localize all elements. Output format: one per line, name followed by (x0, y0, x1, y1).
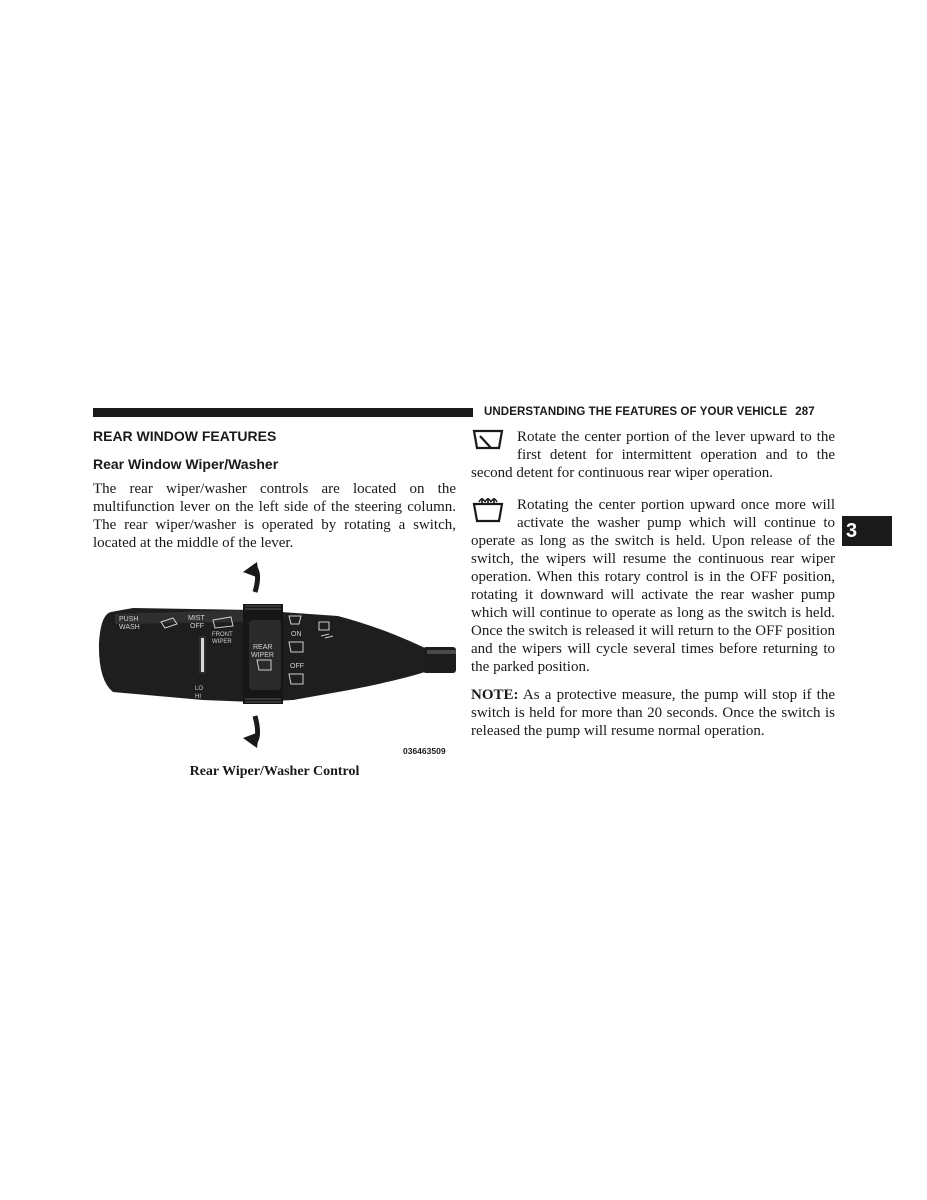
front-wiper-line2: WIPER (212, 639, 232, 645)
front-wiper-line1: FRONT (212, 632, 233, 638)
running-header (484, 406, 835, 418)
lever-drawing (93, 562, 456, 762)
lo-label: LO (195, 686, 204, 692)
left-column (93, 428, 456, 552)
note-paragraph (471, 686, 835, 740)
rear-wiper-line2: WIPER (251, 652, 274, 659)
note-label: NOTE: (471, 687, 519, 703)
push-wash-label-line1: PUSH (119, 616, 139, 623)
push-wash-label-line2: WASH (119, 624, 140, 631)
rear-washer-icon (471, 496, 517, 530)
subsection-title: Rear Window Wiper/Washer (93, 456, 279, 472)
figure-caption: Rear Wiper/Washer Control (189, 764, 360, 779)
rear-wiper-icon (471, 428, 517, 462)
chapter-tab: 3 (842, 516, 892, 546)
washer-text: Rotating the center portion upward once more will activate the washer pump which will continue to operate as long as the switch is held. Upon release of the switch, the wipers will resume the continuous rear wiper operation. When this rotary control is in the OFF position, rotating it downward will activate the rear washer pump which will continue to operate as long as the switch is held. Once the switch is released it will return to the OFF position and the wipers will cycle several times before returning to the parked position. (471, 497, 835, 675)
off-right-label: OFF (290, 663, 304, 670)
intro-paragraph: The rear wiper/washer controls are located on the multifunction lever on the left side of the steering column. The rear wiper/washer is operated by rotating a switch, located at the middle of the lever. (93, 481, 456, 551)
page-number: 287 (795, 406, 815, 418)
on-label: ON (291, 631, 302, 638)
section-title: REAR WINDOW FEATURES (93, 428, 277, 444)
off-left-label: OFF (190, 623, 204, 630)
header-rule (93, 408, 473, 417)
intermittent-paragraph (471, 428, 835, 482)
wiper-lever-illustration (93, 562, 456, 762)
right-column (471, 428, 835, 740)
figure-code: 036463509 (403, 746, 446, 756)
rear-wiper-line1: REAR (253, 644, 273, 651)
hi-label: HI (195, 694, 201, 700)
washer-paragraph (471, 496, 835, 676)
running-title: UNDERSTANDING THE FEATURES OF YOUR VEHICLE (484, 406, 788, 418)
intermittent-text: Rotate the center portion of the lever upward to the first detent for intermittent operation and to the second detent for continuous rear wiper operation. (471, 429, 835, 481)
note-text: As a protective measure, the pump will stop if the switch is held for more than 20 seconds. Once the switch is released the pump will resume normal operation. (471, 687, 835, 739)
mist-label: MIST (188, 615, 205, 622)
